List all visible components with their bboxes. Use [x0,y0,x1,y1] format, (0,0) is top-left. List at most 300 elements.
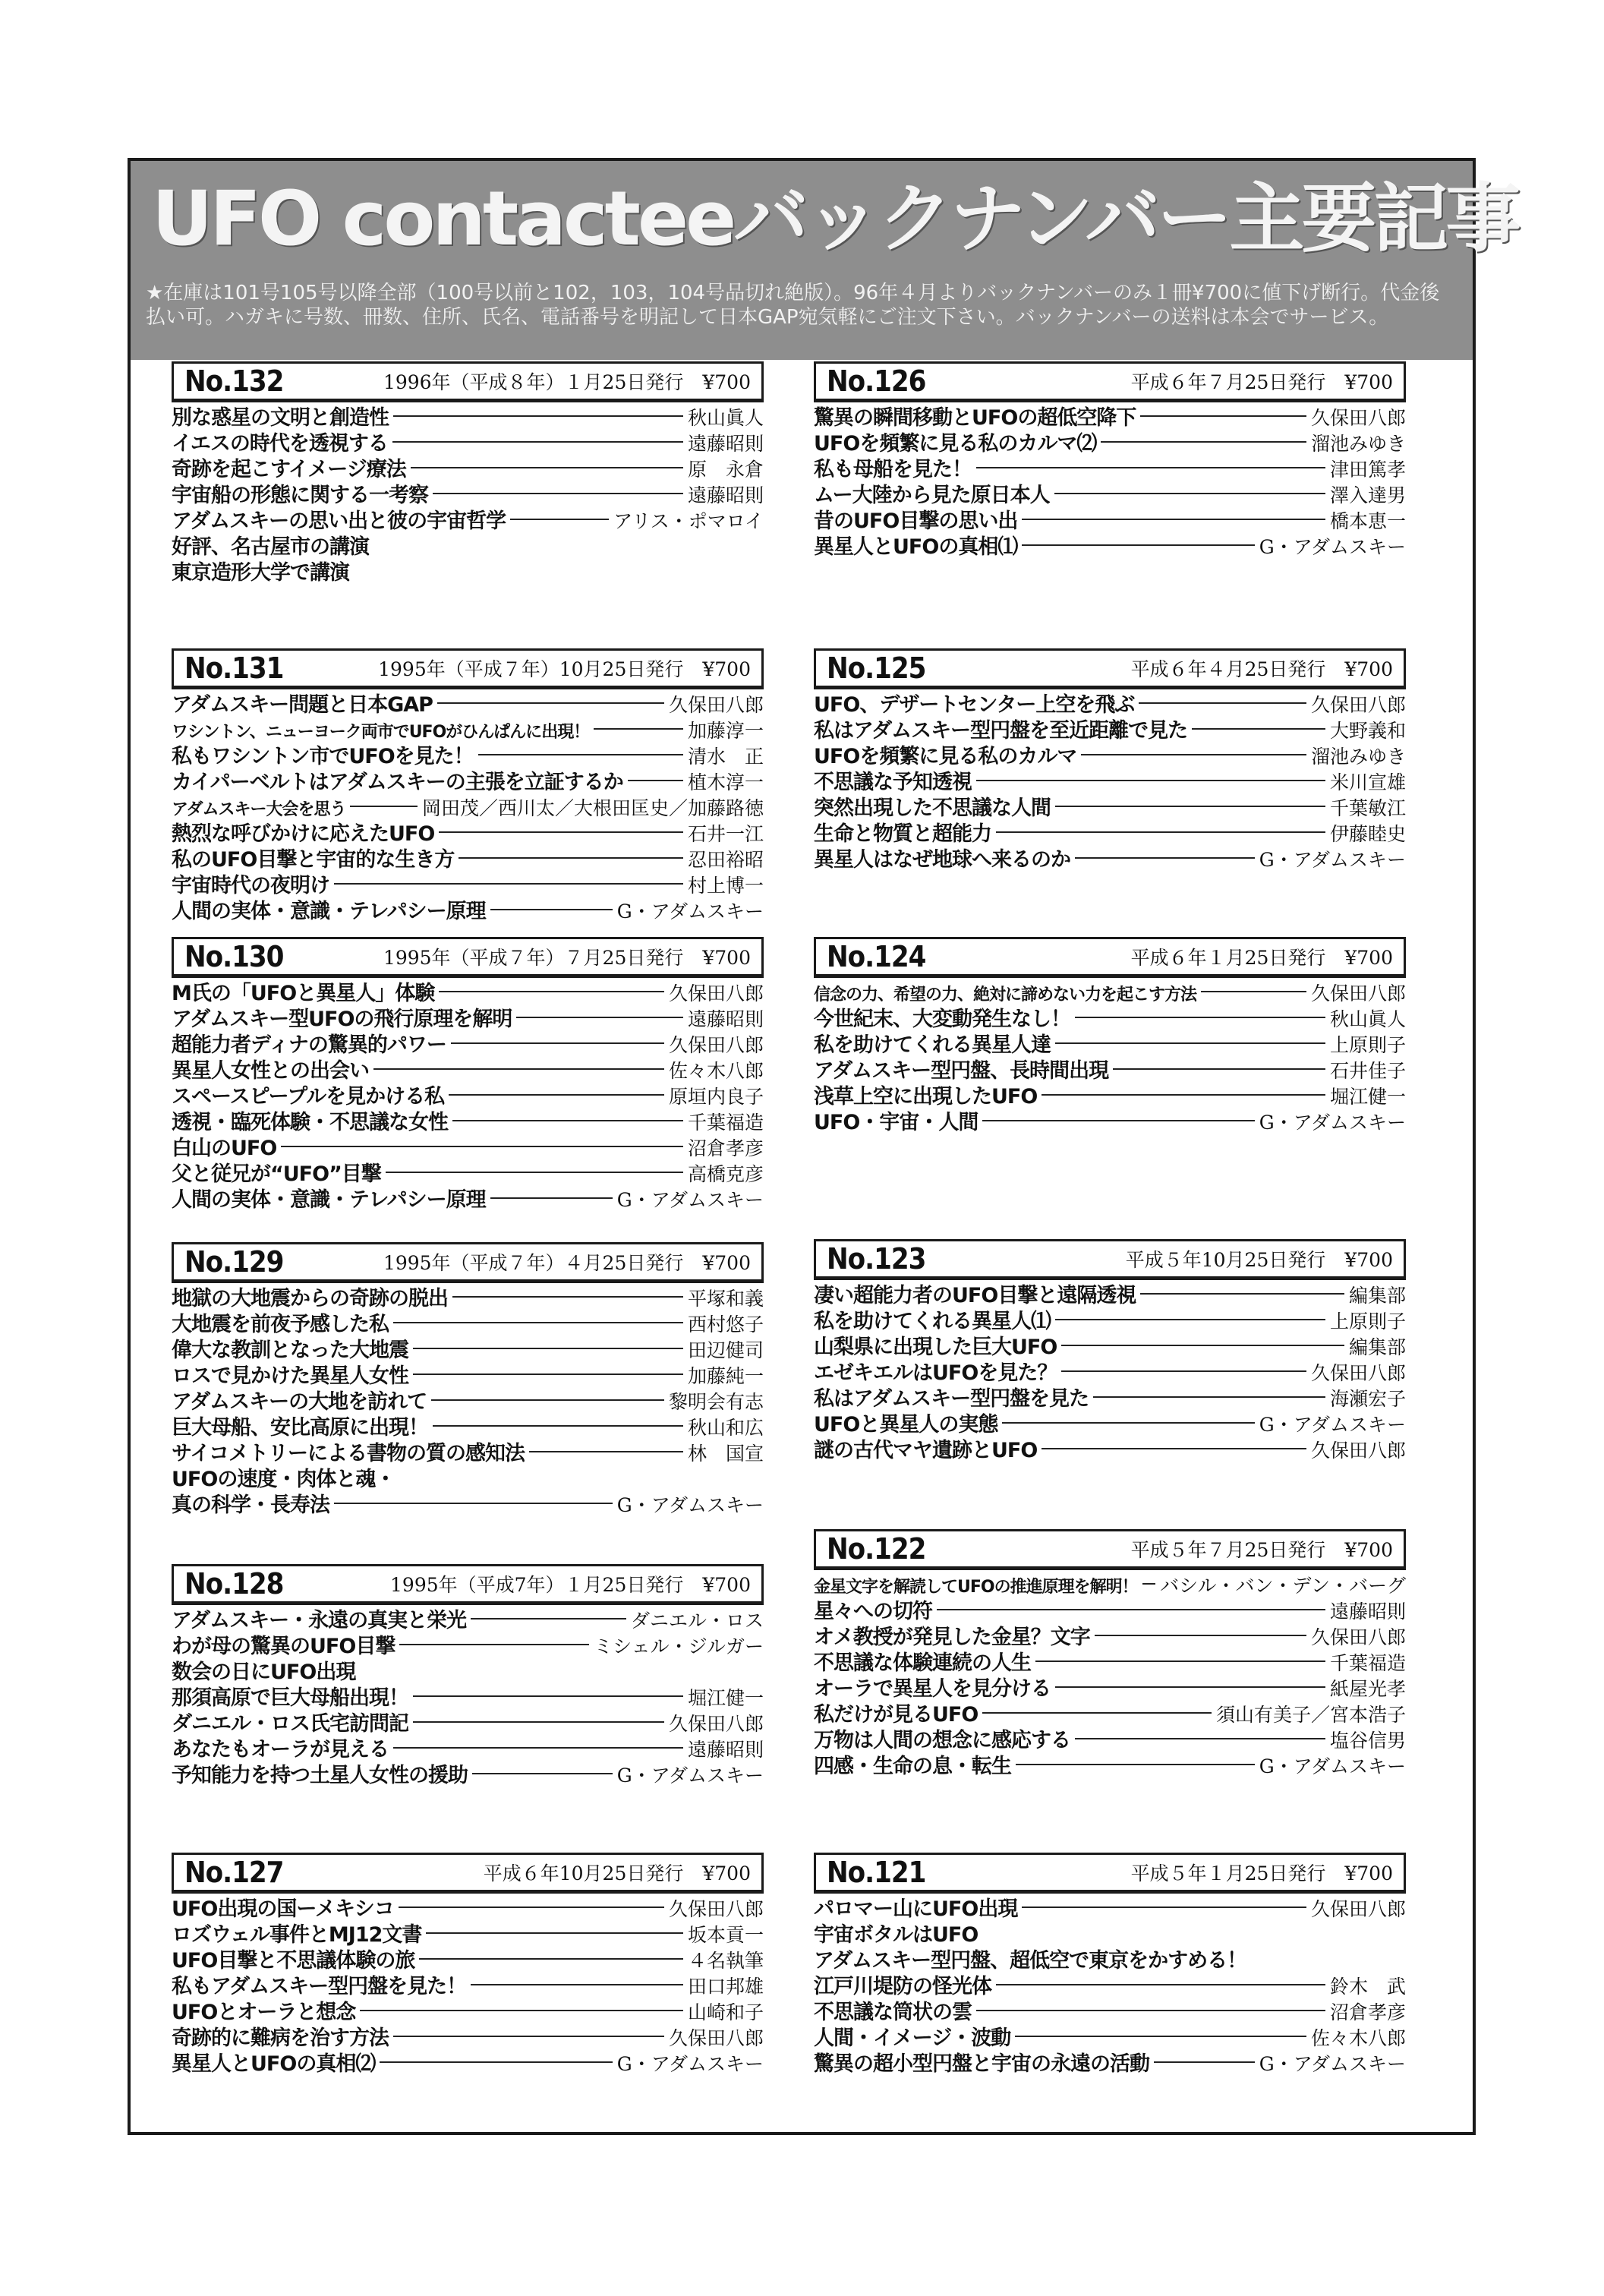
article-row [172,1763,764,1789]
issue-header [814,1239,1406,1280]
article-title: エゼキエルはUFOを見た？ [814,1361,1057,1385]
leader-line [1113,1068,1325,1070]
article-author: 清水 正 [687,746,764,768]
leader-line [996,1984,1325,1985]
leader-line [996,831,1325,833]
article-row [172,770,764,796]
article-title: 私もワシントン市でUFOを見た！ [172,745,474,768]
article-author: 高橋克彦 [687,1163,764,1185]
leader-line [413,1374,683,1375]
article-author: 佐々木八郎 [1310,2027,1406,2049]
leader-line [1081,754,1306,755]
leader-line [413,1348,683,1349]
article-title: 凄い超能力者のUFO目撃と遠隔透視 [814,1284,1136,1307]
article-title: 父と従兄が“UFO”目撃 [172,1162,381,1186]
article-author: 上原則子 [1329,1310,1406,1332]
article-title: アダムスキー大会を思う [172,800,346,819]
issue-block [172,1564,764,1789]
article-author: 林 国宣 [687,1443,764,1465]
article-row [172,796,764,822]
article-row [172,1364,764,1389]
article-author: G・アダムスキー [1259,849,1406,871]
leader-line [471,1618,626,1620]
leader-line [472,1773,613,1774]
article-title: 宇宙ボタルはUFO [814,1923,978,1947]
article-title: 私を助けてくれる異星人⑴ [814,1310,1051,1333]
leader-line [976,2010,1325,2011]
article-title: 万物は人間の想念に感応する [814,1729,1070,1752]
article-title: サイコメトリーによる書物の質の感知法 [172,1442,525,1465]
leader-line [393,415,683,417]
article-row [814,981,1406,1007]
leader-line [411,467,683,468]
article-row [814,1625,1406,1651]
article-title: 奇跡を起こすイメージ療法 [172,458,406,481]
article-author: 村上博一 [687,875,764,897]
article-title: UFO目撃と不思議体験の旅 [172,1949,415,1973]
article-row [814,1361,1406,1386]
leader-line [393,1747,683,1749]
leader-line [976,467,1325,468]
article-row [172,822,764,847]
article-author: ミシェル・ジルガー [594,1635,764,1657]
article-row [814,1948,1406,1974]
article-author: 佐々木八郎 [668,1060,764,1082]
article-row [814,1084,1406,1110]
article-title: 異星人はなぜ地球へ来るのか [814,848,1070,872]
article-author: 岡田茂／西川太／大根田匡史／加藤路徳 [421,797,764,819]
article-row [172,1493,764,1519]
article-author: 久保田八郎 [1310,694,1406,716]
leader-line [1140,1293,1344,1295]
leader-line [459,857,683,859]
article-row [172,1974,764,2000]
leader-line [433,493,683,494]
article-author: 石井佳子 [1329,1060,1406,1082]
article-row [172,560,764,586]
article-title: 偉大な教訓となった大地震 [172,1339,408,1362]
article-row [172,1084,764,1110]
article-title: スペースピープルを見かける私 [172,1085,445,1109]
article-author: 堀江健一 [687,1687,764,1709]
issue-number: No.126 [827,364,926,398]
issue-number: No.125 [827,651,926,685]
leader-line [1016,1764,1255,1765]
article-author: 坂本貢一 [687,1924,764,1946]
article-row [172,2052,764,2077]
leader-line [471,1984,683,1985]
article-row [172,1338,764,1364]
article-row [172,692,764,718]
issue-date-price: 1995年（平成７年）10月25日発行 ¥700 [378,658,751,680]
issue-block [172,937,764,1213]
leader-line [478,754,683,755]
article-author: G・アダムスキー [1259,1414,1406,1436]
article-title: M氏の「UFOと異星人」体験 [172,982,435,1005]
header-banner [131,161,1518,360]
article-title: オメ教授が発見した金星？文字 [814,1626,1090,1649]
page-title: UFO contacteeバックナンバー主要記事 [152,175,1518,263]
article-title: 予知能力を持つ土星人女性の援助 [172,1764,468,1787]
article-author: 編集部 [1348,1336,1406,1358]
article-row [172,1922,764,1948]
leader-line [413,1695,683,1697]
article-row [172,1897,764,1922]
article-row [172,535,764,560]
article-author: G・アダムスキー [1259,2053,1406,2075]
article-author: 久保田八郎 [1310,982,1406,1004]
article-row [814,1897,1406,1922]
issue-block [814,1853,1406,2077]
article-author: 久保田八郎 [668,1034,764,1056]
article-row [814,2052,1406,2077]
leader-line [281,1146,683,1147]
leader-line [1061,1370,1306,1372]
issue-header [172,937,764,978]
article-title: 別な惑星の文明と創造性 [172,406,389,430]
article-row [814,535,1406,560]
article-title: 星々への切符 [814,1600,932,1623]
leader-line [1101,441,1306,443]
article-title: 人間・イメージ・波動 [814,2026,1011,2050]
issue-number: No.122 [827,1532,926,1566]
article-row [814,1599,1406,1625]
article-author: 千葉福造 [1329,1652,1406,1674]
article-author: G・アダムスキー [1259,536,1406,558]
leader-line [399,1906,664,1908]
article-author: 久保田八郎 [668,694,764,716]
article-title: UFO、デザートセンター上空を飛ぶ [814,693,1135,717]
article-title: ロスで見かけた異星人女性 [172,1364,408,1388]
article-author: 津田篤孝 [1329,459,1406,481]
article-row [814,1651,1406,1676]
article-row [172,1162,764,1187]
article-row [172,431,764,457]
article-row [814,1974,1406,2000]
article-row [172,873,764,899]
leader-line [1015,2036,1306,2037]
article-title: UFOを頻繁に見る私のカルマ [814,745,1077,768]
issue-date-price: 平成６年４月25日発行 ¥700 [1130,658,1393,680]
article-row [172,1136,764,1162]
article-author: 久保田八郎 [668,1898,764,1920]
leader-line [1054,493,1325,494]
article-title: UFO・宇宙・人間 [814,1111,978,1134]
article-row [172,744,764,770]
article-title: 宇宙船の形態に関する一考察 [172,484,428,507]
article-row [814,405,1406,431]
issue-block [814,1529,1406,1780]
leader-line [350,806,418,807]
article-author: 上原則子 [1329,1034,1406,1056]
article-title: 浅草上空に出現したUFO [814,1085,1038,1109]
article-row [814,1007,1406,1033]
article-row [814,1728,1406,1754]
article-author: 久保田八郎 [1310,1440,1406,1462]
article-row [814,483,1406,509]
article-title: UFOと異星人の実態 [814,1413,998,1437]
article-author: G・アダムスキー [616,900,764,922]
article-row [814,509,1406,535]
leader-line [1075,1017,1325,1018]
leader-line [529,1451,683,1452]
article-author: 石井一江 [687,823,764,845]
leader-line [392,441,683,443]
article-title: 不思議な筒状の雲 [814,2001,972,2024]
article-row [172,1948,764,1974]
leader-line [360,2010,683,2011]
article-author: 伊藤睦史 [1329,823,1406,845]
article-title: 金星文字を解読してUFOの推進原理を解明！ [814,1578,1138,1597]
leader-line [490,909,613,910]
leader-line [433,1425,683,1427]
leader-line [1192,728,1325,730]
article-author: 秋山和広 [687,1417,764,1439]
article-title: ワシントン、ニューヨーク両市でUFOがひんぱんに出現！ [172,723,590,742]
article-title: 真の科学・長寿法 [172,1493,329,1517]
article-row [172,405,764,431]
article-row [172,1467,764,1493]
article-title: イエスの時代を透視する [172,432,388,456]
issue-header [814,361,1406,402]
leader-line [1041,1448,1306,1449]
article-author: 鈴木 武 [1329,1976,1406,1998]
leader-line [1055,1319,1325,1320]
article-author: ４名執筆 [687,1950,764,1972]
article-author: 大野義和 [1329,720,1406,742]
article-row [172,1110,764,1136]
article-title: 私だけが見るUFO [814,1703,978,1727]
leader-line [1002,1422,1254,1424]
article-title: アダムスキー型円盤、長時間出現 [814,1059,1109,1083]
article-author: 溜池みゆき [1310,433,1406,455]
article-title: 私のUFO目撃と宇宙的な生き方 [172,848,455,872]
article-author: 千葉福造 [687,1112,764,1134]
issue-date-price: 平成６年７月25日発行 ¥700 [1130,371,1393,393]
article-row [814,744,1406,770]
backnumber-frame [128,158,1518,2135]
article-author: 田辺健司 [687,1339,764,1361]
leader-line [976,780,1325,781]
leader-line [490,1197,613,1199]
leader-line [334,1503,613,1504]
leader-line [1139,702,1306,704]
issue-date-price: 平成５年１月25日発行 ¥700 [1130,1862,1393,1884]
leader-line [1095,1635,1306,1636]
article-author: 田口邦雄 [687,1976,764,1998]
article-row [172,509,764,535]
leader-line [451,1042,664,1044]
issue-number: No.130 [184,940,284,973]
leader-line [1075,857,1255,859]
article-title: UFOを頻繁に見る私のカルマ⑵ [814,432,1097,456]
article-row [172,2026,764,2052]
leader-line [399,1644,589,1645]
article-author: 加藤純一 [687,1365,764,1387]
issue-block [814,1239,1406,1464]
article-title: 不思議な体験連続の人生 [814,1651,1031,1675]
article-author: 加藤淳一 [687,720,764,742]
article-title: 異星人女性との出会い [172,1059,369,1083]
article-row [172,2000,764,2026]
article-row [172,1737,764,1763]
article-author: 橋本恵一 [1329,510,1406,532]
article-title: UFOとオーラと想念 [172,2001,356,2024]
article-author: G・アダムスキー [616,1765,764,1787]
article-title: 地獄の大地震からの奇跡の脱出 [172,1287,448,1310]
article-title: 異星人とUFOの真相⑵ [172,2052,376,2076]
leader-line [373,1068,664,1070]
article-row [814,1110,1406,1136]
article-author: 遠藤昭則 [1329,1601,1406,1623]
article-author: 山崎和子 [687,2001,764,2023]
article-row [172,1441,764,1467]
article-row [172,1660,764,1686]
leader-line [982,1120,1254,1121]
article-row [814,692,1406,718]
article-author: 澤入達男 [1329,484,1406,506]
article-row [814,1058,1406,1084]
issue-header [814,1853,1406,1894]
article-title: わが母の驚異のUFO目撃 [172,1635,395,1658]
issue-block [172,648,764,925]
article-title: 信念の力、希望の力、絶対に諦めない力を起こす方法 [814,986,1197,1004]
article-author: 海瀬宏子 [1329,1388,1406,1410]
leader-line [1061,1345,1344,1346]
article-title: UFO出現の国ーメキシコ [172,1897,394,1921]
article-title: 江戸川堤防の怪光体 [814,1975,991,1998]
article-row [814,847,1406,873]
article-author: 編集部 [1348,1285,1406,1307]
article-author: 黎明会有志 [668,1391,764,1413]
leader-line [449,1094,664,1096]
article-author: 沼倉孝彦 [1329,2001,1406,2023]
article-author: 平塚和義 [687,1288,764,1310]
article-row [814,822,1406,847]
article-title: 大地震を前夜予感した私 [172,1313,389,1336]
article-title: ロズウェル事件とMJ12文書 [172,1923,422,1947]
issue-number: No.132 [184,364,284,398]
article-author: G・アダムスキー [616,2053,764,2075]
article-title: カイパーベルトはアダムスキーの主張を立証するか [172,771,623,794]
leader-line [937,1609,1325,1610]
article-title: 驚異の超小型円盤と宇宙の永遠の活動 [814,2052,1149,2076]
issue-list [131,360,1473,2132]
article-list [172,1897,764,2077]
article-title: 宇宙時代の夜明け [172,874,329,897]
article-title: 謎の古代マヤ遺跡とUFO [814,1439,1038,1462]
article-title: 私もアダムスキー型円盤を見た！ [172,1975,467,1998]
leader-line [1022,544,1254,546]
leader-line [439,831,683,833]
article-row [172,1187,764,1213]
article-author: 久保田八郎 [1310,1362,1406,1384]
leader-line [516,1017,683,1018]
leader-line [510,519,609,520]
article-row [172,981,764,1007]
article-row [814,1922,1406,1948]
issue-number: No.129 [184,1245,284,1279]
article-author: ダニエル・ロス [630,1610,764,1632]
article-row [172,483,764,509]
issue-block [172,361,764,586]
leader-line [628,780,683,781]
article-title: 超能力者ディナの驚異的パワー [172,1033,446,1057]
article-row [814,1033,1406,1058]
leader-line [982,1712,1212,1714]
leader-line [413,1721,664,1723]
article-title: 数会の日にUFO出現 [172,1660,356,1684]
article-author: 植木淳一 [687,771,764,793]
article-row [172,718,764,744]
issue-number: No.123 [827,1242,926,1276]
leader-line [1055,806,1325,807]
article-title: 好評、名古屋市の講演 [172,535,369,559]
article-list [814,405,1406,560]
article-title: オーラで異星人を見分ける [814,1677,1051,1701]
leader-line [334,883,683,885]
article-author: 久保田八郎 [668,1713,764,1735]
article-row [814,431,1406,457]
article-author: 遠藤昭則 [687,1739,764,1761]
article-author: 沼倉孝彦 [687,1137,764,1159]
issue-number: No.121 [827,1856,926,1889]
issue-date-price: 平成５年７月25日発行 ¥700 [1130,1539,1393,1561]
article-title: パロマー山にUFO出現 [814,1897,1018,1921]
article-author: 秋山眞人 [1329,1008,1406,1030]
article-row [814,457,1406,483]
issue-header [172,648,764,689]
article-title: アダムスキーの大地を訪れて [172,1390,427,1414]
issue-number: No.127 [184,1856,284,1889]
article-list [814,1573,1406,1780]
article-author: 久保田八郎 [668,2027,764,2049]
article-author: G・アダムスキー [1259,1755,1406,1777]
leader-line [594,728,683,730]
article-row [172,1033,764,1058]
article-author: バシル・バン・デン・バーグ [1160,1575,1406,1597]
leader-line [393,2036,664,2037]
article-title: 私はアダムスキー型円盤を至近距離で見た [814,719,1188,743]
article-row [814,770,1406,796]
issue-date-price: 平成６年10月25日発行 ¥700 [483,1862,751,1884]
issue-number: No.124 [827,940,926,973]
article-author: 堀江健一 [1329,1086,1406,1108]
leader-line [452,1296,683,1298]
issue-block [814,937,1406,1136]
article-row [172,847,764,873]
leader-line [1035,1660,1325,1662]
leader-line [431,1399,664,1401]
article-title: 白山のUFO [172,1137,277,1160]
article-title: 巨大母船、安比高原に出現！ [172,1416,428,1440]
article-author: 秋山眞人 [687,407,764,429]
article-title: アダムスキー問題と日本GAP [172,693,433,717]
article-author: 西村悠子 [687,1314,764,1336]
issue-header [814,1529,1406,1570]
article-author: 原垣内良子 [668,1086,764,1108]
article-title: 私を助けてくれる異星人達 [814,1033,1051,1057]
issue-block [172,1242,764,1519]
issue-header [172,361,764,402]
article-row [814,1676,1406,1702]
article-title: 山梨県に出現した巨大UFO [814,1336,1057,1359]
article-title: アダムスキー型UFOの飛行原理を解明 [172,1008,512,1031]
article-row [172,1415,764,1441]
article-list [172,692,764,925]
leader-line [1022,519,1325,520]
article-title: 四感・生命の息・転生 [814,1755,1011,1778]
